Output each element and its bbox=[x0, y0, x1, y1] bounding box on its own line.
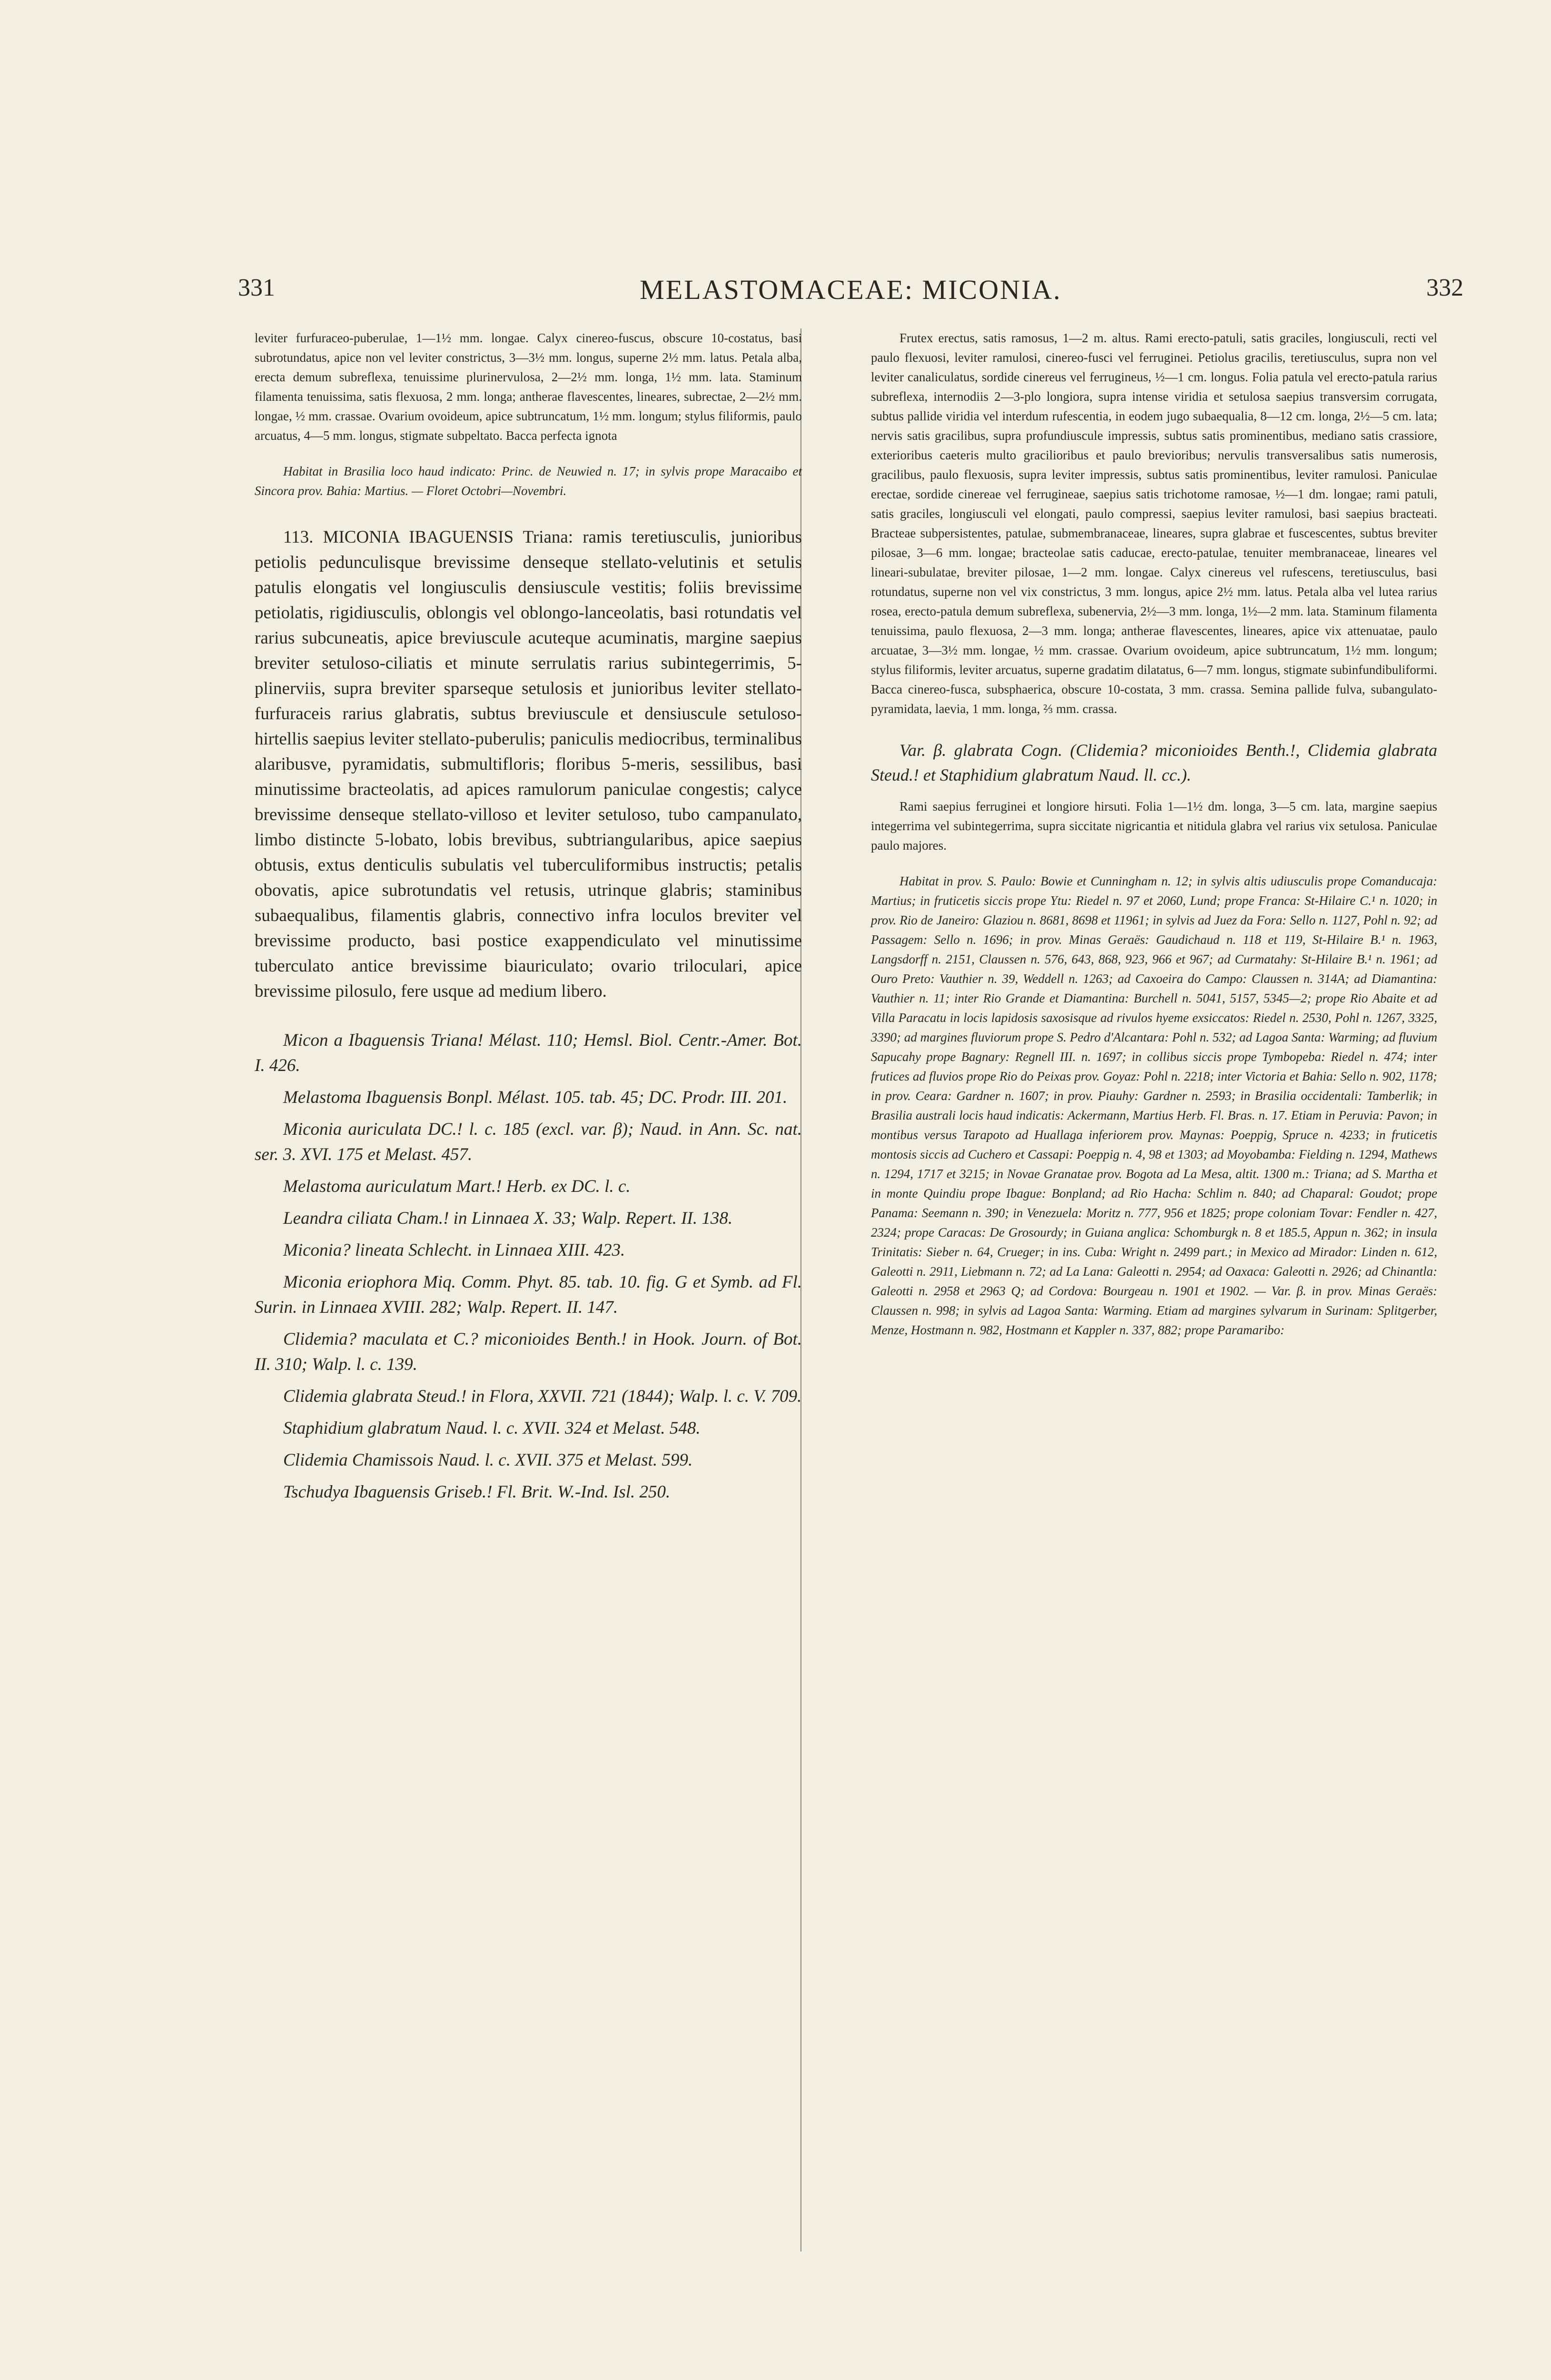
right-column bbox=[871, 328, 1437, 1340]
synonym-item: Clidemia Chamissois Naud. l. c. XVII. 375 et Melast. 599. bbox=[283, 1450, 693, 1470]
synonym-item: Melastoma auriculatum Mart.! Herb. ex DC. l. c. bbox=[283, 1177, 631, 1196]
species-entry-113 bbox=[255, 525, 802, 1004]
synonym-item: Micon a Ibaguensis Triana! Mélast. 110; Hemsl. Biol. Centr.-Amer. Bot. I. 426. bbox=[255, 1031, 802, 1075]
species-heading: 113. MICONIA IBAGUENSIS Triana: bbox=[283, 527, 573, 547]
synonym-item: Miconia? lineata Schlecht. in Linnaea XIII. 423. bbox=[283, 1240, 625, 1260]
variety-description: Rami saepius ferruginei et longiore hirsuti. Folia 1—1½ dm. longa, 3—5 cm. lata, margine saepius integerrima vel subintegerrima, supra siccitate nigricantia et nitidula glabra vel rarius vix setulosa. Paniculae paulo majores. bbox=[871, 799, 1437, 853]
species-description: ramis teretiusculis, junioribus petiolis pedunculisque brevissime denseque stellato-velutinis et setulis patulis elongatis vel longiusculis densiuscule vestitis; foliis brevissime petiolatis, rigidiusculis, oblongis vel oblongo-lanceolatis, basi rotundatis vel rarius subcuneatis, apice breviuscule acuteque acuminatis, margine saepius breviter setuloso-ciliatis et minute serrulatis rarius subintegerrimis, 5-plinerviis, supra breviter sparseque setulosis et junioribus leviter stellato-furfuraceis rarius glabratis, subtus breviuscule et densiuscule setuloso-hirtellis saepius leviter stellato-puberulis; paniculis mediocribus, terminalibus alaribusve, pyramidatis, submultifloris; floribus 5-meris, sessilibus, basi minutissime bracteolatis, ad apices ramulorum paniculae congestis; calyce brevissime denseque stellato-villoso et leviter setuloso, tubo campanulato, limbo distincte 5-lobato, lobis brevibus, subtriangularibus, apice saepius obtusis, extus denticulis subulatis vel tuberculiformibus instructis; petalis obovatis, apice subrotundatis vel retusis, utrinque glabris; staminibus subaequalibus, filamentis glabris, connectivo infra loculos breviter vel brevissime producto, basi postice exappendiculato vel minutissime tuberculato antice brevissime biauriculato; ovario triloculari, apice brevissime pilosulo, fere usque ad medium libero. bbox=[255, 527, 802, 1001]
synonym-item: Miconia eriophora Miq. Comm. Phyt. 85. tab. 10. fig. G et Symb. ad Fl. Surin. in Linnaea XVIII. 282; Walp. Repert. II. 147. bbox=[255, 1272, 802, 1317]
species-detailed-description: Frutex erectus, satis ramosus, 1—2 m. altus. Rami erecto-patuli, satis graciles, longiusculi, recti vel paulo flexuosi, leviter ramulosi, cinereo-fusci vel ferruginei. Petiolus gracilis, teretiusculus, supra non vel leviter canaliculatus, sordide cinereus vel ferrugineus, ½—1 cm. longus. Folia patula vel erecto-patula rarius subreflexa, internodiis 2—3-plo longiora, supra intense viridia et setulosa saepius transversim corrugata, subtus pallide viridia vel interdum rufescentia, in eodem jugo subaequalia, 8—12 cm. longa, 2½—5 cm. lata; nervis satis gracilibus, supra profundiuscule impressis, subtus satis prominentibus, mediano satis crassiore, exterioribus caeteris multo gracilioribus et paulo brevioribus; nervulis transversalibus satis numerosis, gracilibus, paulo flexuosis, supra leviter impressis, subtus satis prominentibus, leviter ramulosi. Paniculae erectae, sordide cinereae vel ferrugineae, saepius satis trichotome ramosae, ½—1 dm. longae; rami patuli, satis graciles, longiusculi vel elongati, paulo compressi, saepius leviter ramulosi, basi saepius bracteati. Bracteae subpersistentes, patulae, submembranaceae, lineares, supra glabrae et fuscescentes, subtus breviter pilosae, 3—6 mm. longae; bracteolae satis caducae, erecto-patulae, tenuiter membranaceae, lineares vel lineari-subulatae, breviter pilosae, 1—2 mm. longae. Calyx cinereus vel rufescens, teretiusculus, basi rotundatus, superne non vel vix constrictus, 3 mm. longus, apice 2½ mm. latus. Petala alba vel lutea rarius rosea, erecto-patula demum subreflexa, subenervia, 2½—3 mm. longa, 1½—2 mm. lata. Staminum filamenta tenuissima, paulo flexuosa, 2—3 mm. longa; antherae flavescentes, lineares, apice vix attenuatae, paulo arcuatae, 3—3½ mm. longae, ½ mm. crassae. Ovarium ovoideum, apice subtruncatum, 1½ mm. longum; stylus filiformis, leviter arcuatus, superne gradatim dilatatus, 6—7 mm. longus, stigmate subinfundibuliformi. Bacca cinereo-fusca, subsphaerica, obscure 10-costata, 3 mm. crassa. Semina pallide fulva, subangulato-pyramidata, laevia, 1 mm. longa, ⅔ mm. crassa. bbox=[871, 331, 1437, 716]
running-header bbox=[238, 274, 1463, 317]
running-title: MELASTOMACEAE: MICONIA. bbox=[640, 274, 1062, 305]
left-column bbox=[255, 328, 802, 1511]
variety-heading: Var. β. glabrata Cogn. (Clidemia? miconioides Benth.!, Clidemia glabrata Steud.! et Staphidium glabratum Naud. ll. cc.). bbox=[871, 741, 1437, 784]
synonym-item: Clidemia? maculata et C.? miconioides Benth.! in Hook. Journ. of Bot. II. 310; Walp. l. c. 139. bbox=[255, 1329, 802, 1374]
synonym-item: Miconia auriculata DC.! l. c. 185 (excl. var. β); Naud. in Ann. Sc. nat. ser. 3. XVI. 175 et Melast. 457. bbox=[255, 1120, 802, 1164]
synonym-item: Clidemia glabrata Steud.! in Flora, XXVII. 721 (1844); Walp. l. c. V. 709. bbox=[283, 1387, 802, 1406]
synonym-item: Melastoma Ibaguensis Bonpl. Mélast. 105. tab. 45; DC. Prodr. III. 201. bbox=[283, 1088, 788, 1107]
synonym-item: Staphidium glabratum Naud. l. c. XVII. 324 et Melast. 548. bbox=[283, 1418, 701, 1438]
left-page-number: 331 bbox=[238, 274, 275, 301]
synonym-item: Leandra ciliata Cham.! in Linnaea X. 33; Walp. Repert. II. 138. bbox=[283, 1209, 733, 1228]
synonym-item: Tschudya Ibaguensis Griseb.! Fl. Brit. W.-Ind. Isl. 250. bbox=[283, 1482, 671, 1502]
right-page-number: 332 bbox=[1426, 274, 1463, 301]
description-continued: leviter furfuraceo-puberulae, 1—1½ mm. longae. Calyx cinereo-fuscus, obscure 10-costatus, basi subrotundatus, apice non vel leviter constrictus, 3—3½ mm. longus, superne 2½ mm. latus. Petala alba, erecta demum subreflexa, tenuissime plurinervulosa, 2—2½ mm. longa, 1½ mm. lata. Staminum filamenta tenuissima, satis flexuosa, 2 mm. longa; antherae flavescentes, lineares, subrectae, 2—2½ mm. longae, ½ mm. crassae. Ovarium ovoideum, apice subtruncatum, 1½ mm. longum; stylus filiformis, paulo arcuatus, 4—5 mm. longus, stigmate subpeltato. Bacca perfecta ignota bbox=[255, 331, 802, 443]
habitat-localities: Habitat in prov. S. Paulo: Bowie et Cunningham n. 12; in sylvis altis udiusculis prope Comanducaja: Martius; in fruticetis siccis prope Ytu: Riedel n. 97 et 2060, Lund; prope Franca: St-Hilaire C.¹ n. 1020; in prov. Rio de Janeiro: Glaziou n. 8681, 8698 et 11961; in sylvis ad Juez da Fora: Sello n. 1127, Pohl n. 92; ad Passagem: Sello n. 1696; in prov. Minas Geraës: Gaudichaud n. 118 et 119, St-Hilaire B.¹ n. 1963, Langsdorff n. 2151, Claussen n. 576, 643, 868, 923, 966 et 967; ad Curmatahy: St-Hilaire B.¹ n. 1961; ad Ouro Preto: Vauthier n. 39, Weddell n. 1263; ad Caxoeira do Campo: Claussen n. 314A; ad Diamantina: Vauthier n. 11; inter Rio Grande et Diamantina: Burchell n. 5041, 5157, 5345—2; prope Rio Abaite et ad Villa Paracatu in locis lapidosis saxosisque ad rivulos hyeme exsiccatos: Riedel n. 2530, Pohl n. 1267, 3325, 3390; ad margines fluviorum prope S. Pedro d'Alcantara: Pohl n. 532; ad Lagoa Santa: Warming; ad fluvium Sapucahy prope Bagnary: Regnell III. n. 1697; in collibus siccis prope Tymbopeba: Riedel n. 474; inter frutices ad fluvios prope Rio do Peixas prov. Goyaz: Pohl n. 2218; inter Victoria et Bahia: Sello n. 902, 1178; in prov. Ceara: Gardner n. 1607; in prov. Piauhy: Gardner n. 2593; in Brasilia occidentali: Tamberlik; in Brasilia australi locis haud indicatis: Ackermann, Martius Herb. Fl. Bras. n. 17. Etiam in Peruvia: Pavon; in montibus versus Tarapoto ad Huallaga inferiorem prov. Maynas: Poeppig, Spruce n. 4233; in fruticetis montosis siccis ad Cuchero et Cassapi: Poeppig n. 4, 98 et 1303; ad Moyobamba: Fielding n. 1294, Mathews n. 1294, 1717 et 3215; in Novae Granatae prov. Bogota ad La Mesa, altit. 1300 m.: Triana; ad S. Martha et in monte Quindiu prope Ibague: Bonpland; ad Rio Hacha: Schlim n. 840; ad Chaparal: Goudot; prope Panama: Seemann n. 390; in Venezuela: Moritz n. 777, 956 et 1825; prope coloniam Tovar: Fendler n. 427, 2324; prope Caracas: De Grosourdy; in Guiana anglica: Schomburgk n. 8 et 185.5, Appun n. 362; in insula Trinitatis: Sieber n. 64, Crueger; in ins. Cuba: Wright n. 2499 part.; in Mexico ad Mirador: Linden n. 612, Galeotti n. 2911, Liebmann n. 72; ad La Lana: Galeotti n. 2954; ad Oaxaca: Galeotti n. 2926; ad Chinantla: Galeotti n. 2958 et 2963 Q; ad Cordova: Bourgeau n. 1901 et 1902. — Var. β. in prov. Minas Geraës: Claussen n. 998; in sylvis ad Lagoa Santa: Warming. Etiam ad margines sylvarum in Surinam: Splitgerber, Menze, Hostmann n. 982, Hostmann et Kappler n. 337, 882; prope Paramaribo: bbox=[871, 874, 1437, 1337]
synonym-list bbox=[255, 1028, 802, 1505]
habitat-top: Habitat in Brasilia loco haud indicato: Princ. de Neuwied n. 17; in sylvis prope Maracaibo et Sincora prov. Bahia: Martius. — Floret Octobri—Novembri. bbox=[255, 464, 802, 498]
